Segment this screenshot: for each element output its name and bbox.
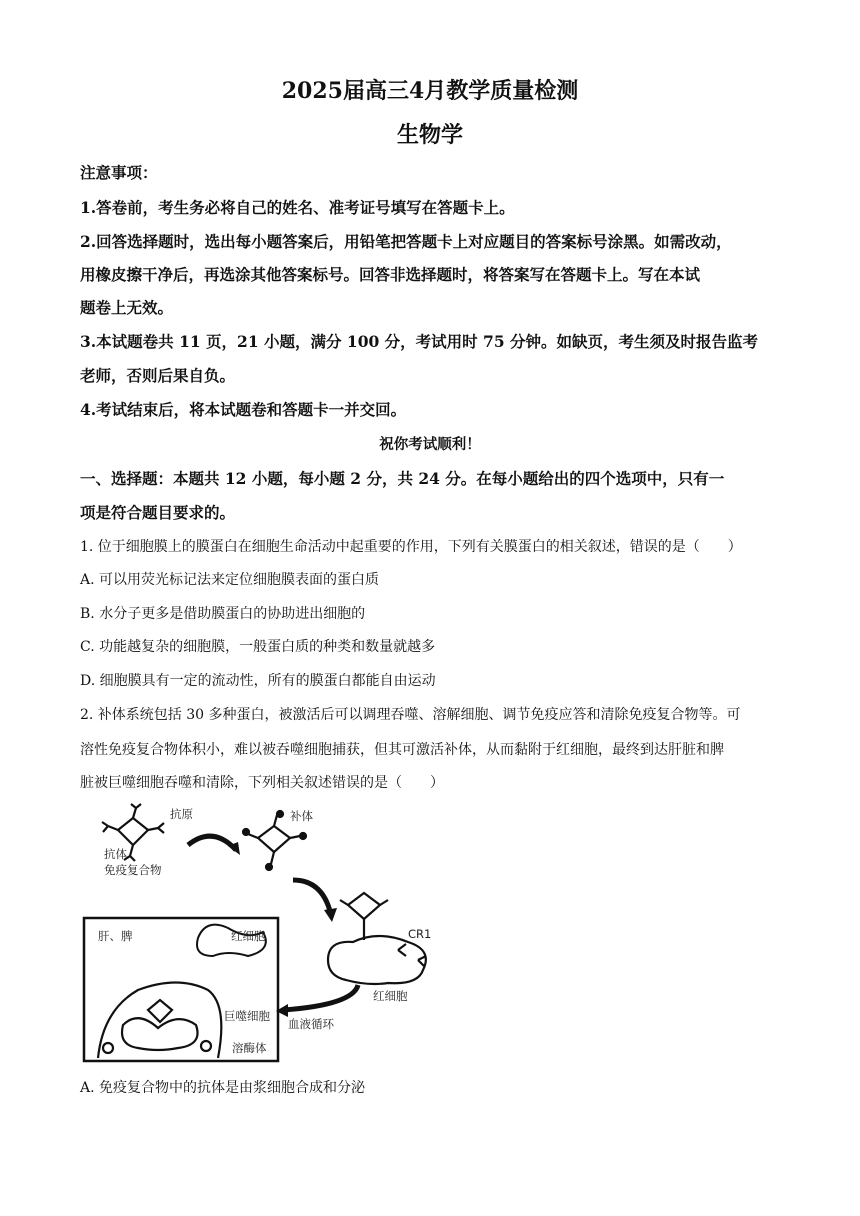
label-antigen: 抗原 <box>170 807 193 821</box>
exam-title: 2025届高三4月教学质量检测 <box>281 78 579 104</box>
question-2-option-a: A. 免疫复合物中的抗体是由浆细胞合成和分泌 <box>80 1080 366 1096</box>
label-blood-circulation: 血液循环 <box>288 1017 334 1031</box>
label-liver-spleen: 肝、脾 <box>98 929 133 943</box>
label-cr1: CR1 <box>408 927 432 941</box>
question-2-stem-line-3: 脏被巨噬细胞吞噬和清除，下列相关叙述错误的是（ ） <box>80 775 444 791</box>
arrow-1 <box>188 836 236 850</box>
question-1-option-c: C. 功能越复杂的细胞膜，一般蛋白质的种类和数量就越多 <box>80 639 436 655</box>
label-macrophage: 巨噬细胞 <box>224 1009 270 1023</box>
question-2-stem-line-1: 2. 补体系统包括 30 多种蛋白，被激活后可以调理吞噬、溶解细胞、调节免疫应答和清除免疫复合物等。可 <box>80 707 741 723</box>
notice-heading: 注意事项： <box>80 163 158 182</box>
complement-clearance-diagram <box>78 800 458 1070</box>
section-1-heading-line-2: 项是符合题目要求的。 <box>80 503 236 522</box>
section-1-heading-line-1: 一、选择题：本题共 12 小题，每小题 2 分，共 24 分。在每小题给出的四个选项中，只有一 <box>80 469 725 488</box>
label-red-blood-cell: 红细胞 <box>373 989 408 1003</box>
question-1-stem: 1. 位于细胞膜上的膜蛋白在细胞生命活动中起重要的作用，下列有关膜蛋白的相关叙述，错误的是（ ） <box>80 539 742 555</box>
label-complement: 补体 <box>290 809 313 823</box>
macrophage-drawing <box>98 983 221 1059</box>
question-1-option-b: B. 水分子更多是借助膜蛋白的协助进出细胞的 <box>80 606 366 622</box>
question-2-stem-line-2: 溶性免疫复合物体积小，难以被吞噬细胞捕获，但其可激活补体，从而黏附于红细胞，最终到达肝脏和脾 <box>80 742 724 758</box>
notice-item-2-line-1: 2.回答选择题时，选出每小题答案后，用铅笔把答题卡上对应题目的答案标号涂黑。如需改动， <box>80 232 732 251</box>
good-luck-wish: 祝你考试顺利！ <box>379 436 481 453</box>
label-red-blood-cell-inner: 红细胞 <box>231 929 266 943</box>
notice-item-3-line-2: 老师，否则后果自负。 <box>80 366 236 385</box>
arrow-blood-circulation <box>283 985 358 1010</box>
notice-item-2-line-3: 题卷上无效。 <box>80 298 174 317</box>
label-antibody: 抗体 <box>104 847 127 861</box>
label-immune-complex: 免疫复合物 <box>104 863 162 877</box>
arrow-2 <box>293 880 331 915</box>
notice-item-3-line-1: 3.本试题卷共 11 页，21 小题，满分 100 分，考试用时 75 分钟。如缺页，考生须及时报告监考 <box>80 332 759 351</box>
question-1-option-a: A. 可以用荧光标记法来定位细胞膜表面的蛋白质 <box>80 572 380 588</box>
notice-item-4: 4.考试结束后，将本试题卷和答题卡一并交回。 <box>80 400 407 419</box>
exam-subject: 生物学 <box>396 122 463 148</box>
notice-item-2-line-2: 用橡皮擦干净后，再选涂其他答案标号。回答非选择题时，将答案写在答题卡上。写在本试 <box>80 265 701 284</box>
label-lysosome: 溶酶体 <box>232 1041 267 1055</box>
notice-item-1: 1.答卷前，考生务必将自己的姓名、准考证号填写在答题卡上。 <box>80 198 515 217</box>
question-1-option-d: D. 细胞膜具有一定的流动性，所有的膜蛋白都能自由运动 <box>80 673 436 689</box>
